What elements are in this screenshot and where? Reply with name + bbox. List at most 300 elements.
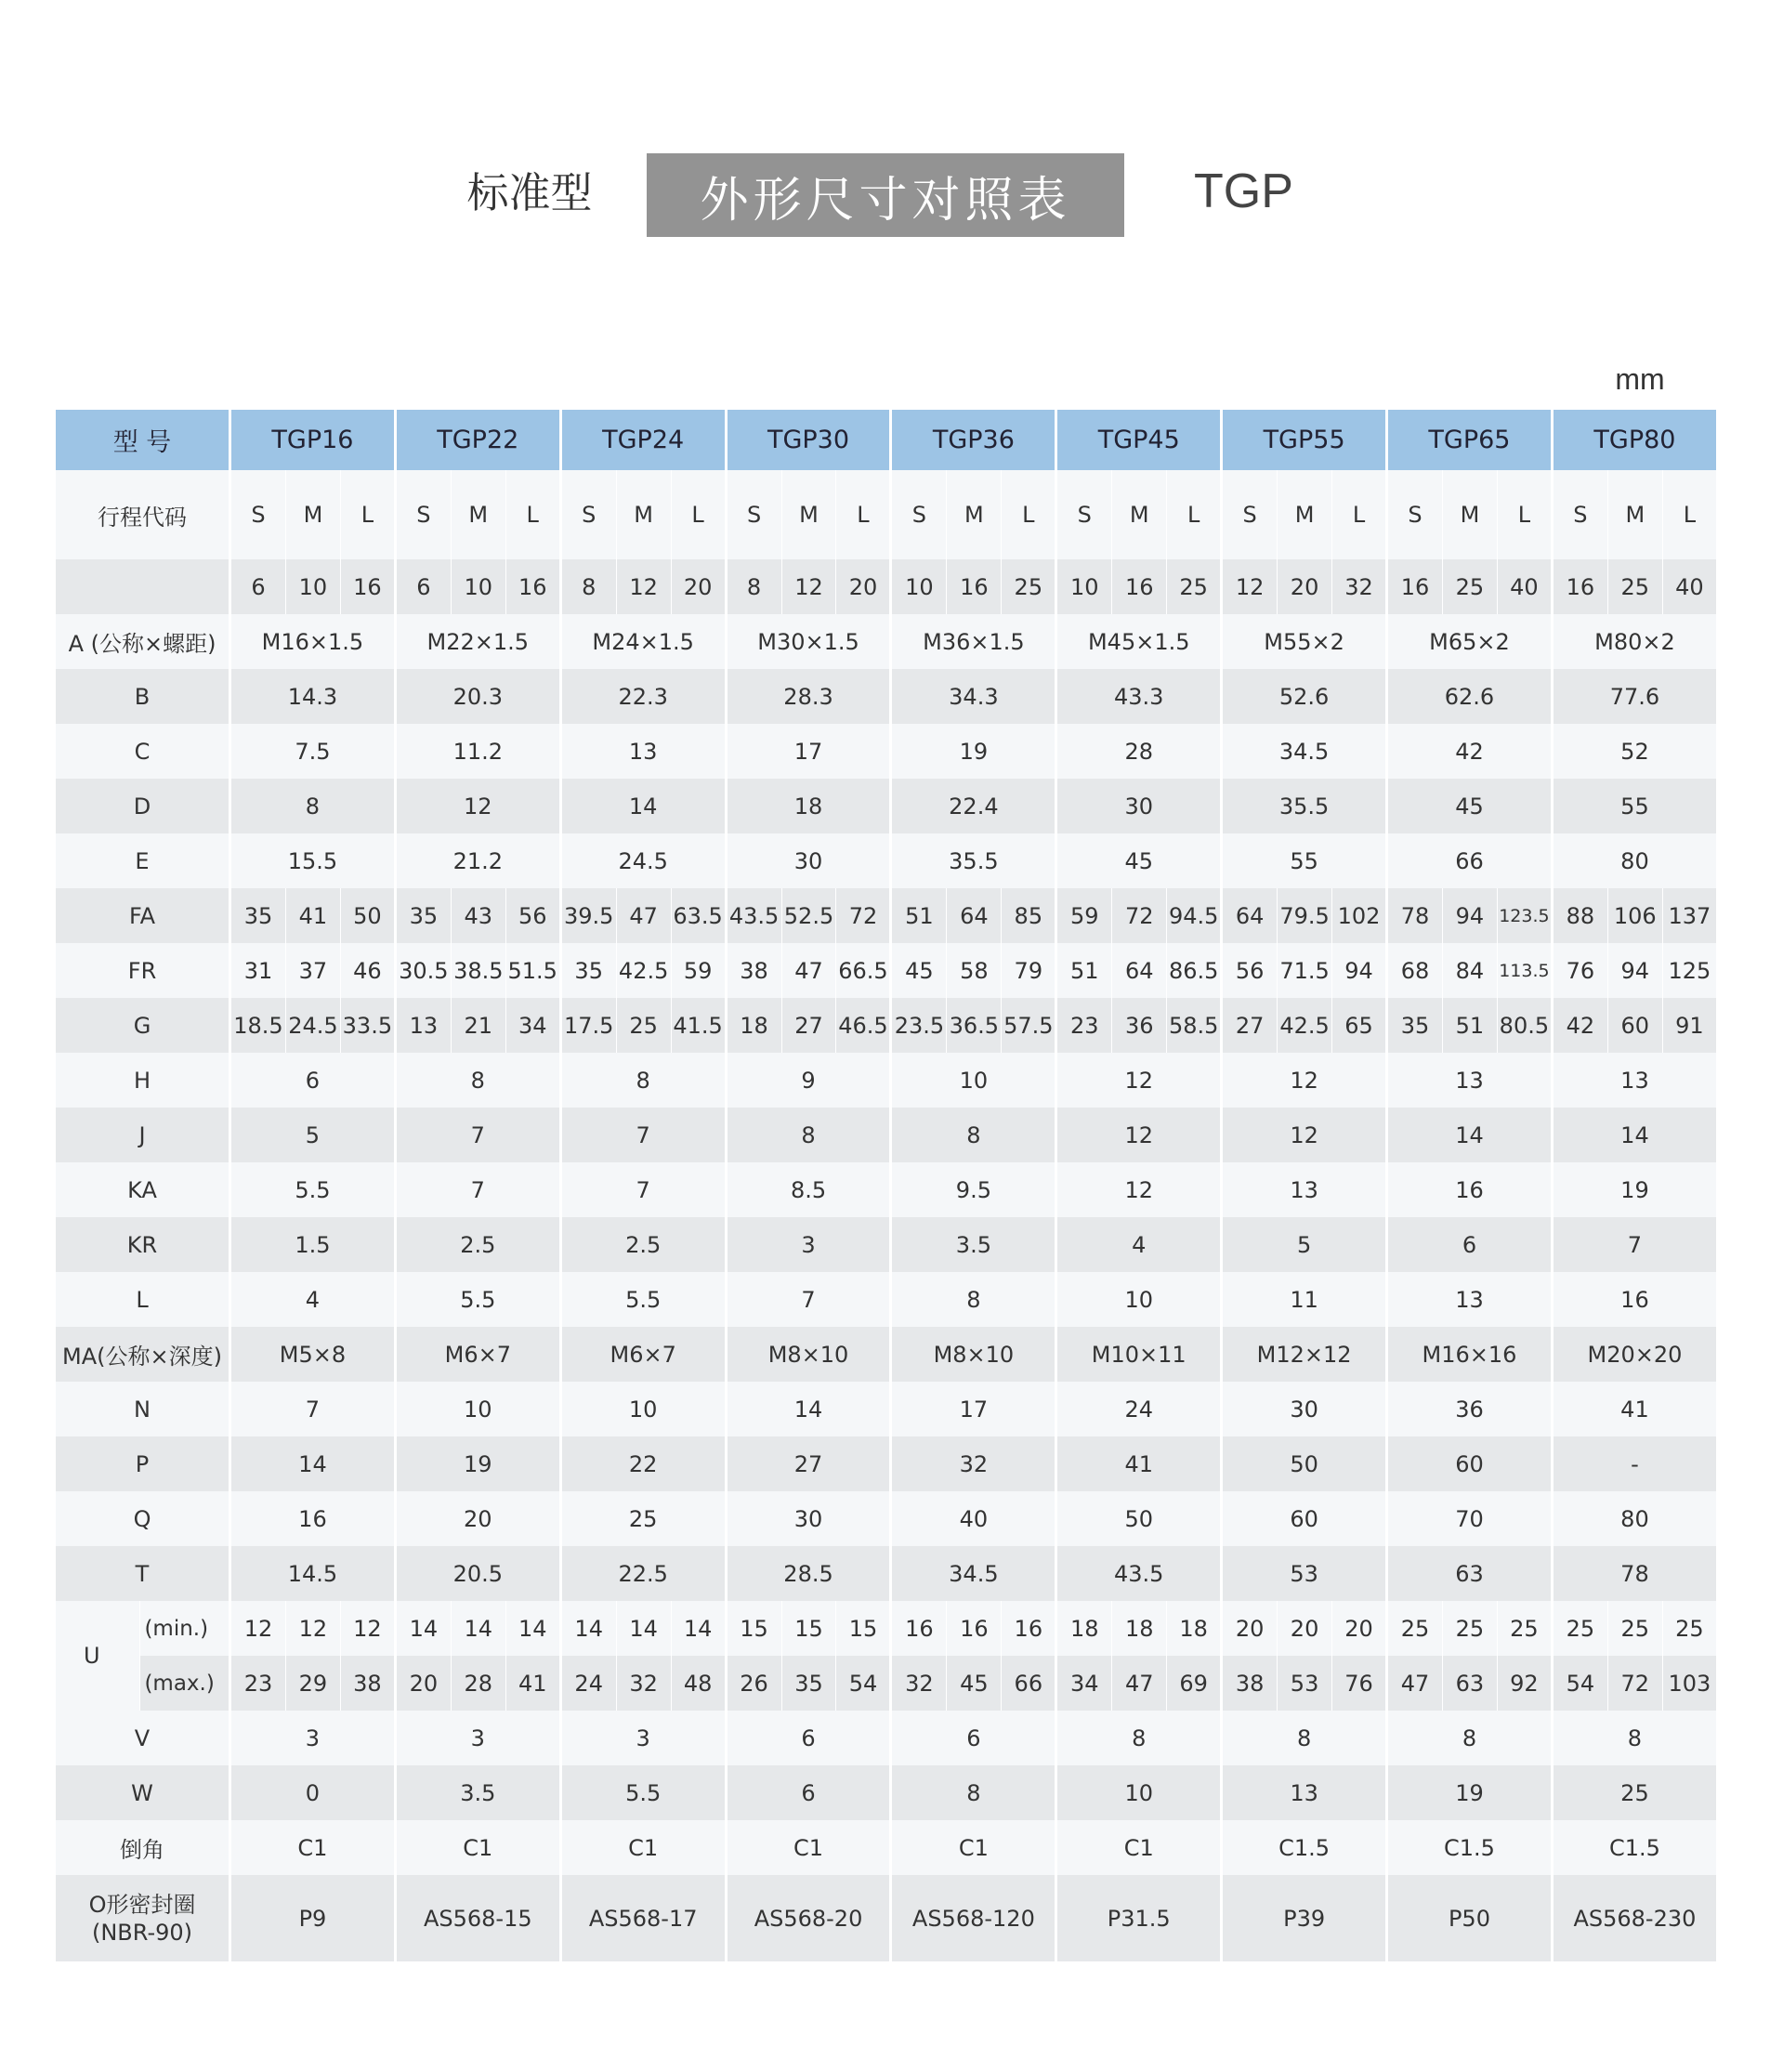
- table-cell: L: [836, 470, 892, 559]
- table-cell: 0: [231, 1765, 397, 1820]
- table-cell: 42.5: [617, 943, 672, 998]
- model-tgp30: TGP30: [728, 410, 893, 470]
- table-cell: 8: [1223, 1711, 1388, 1765]
- table-cell: M30×1.5: [728, 614, 893, 669]
- table-cell: 14: [672, 1601, 728, 1656]
- table-cell: 6: [728, 1765, 893, 1820]
- table-cell: 20: [1223, 1601, 1278, 1656]
- table-cell: 8: [728, 559, 782, 614]
- table-cell: 16: [1388, 1162, 1554, 1217]
- table-cell: 64: [947, 888, 1002, 943]
- row-label: W: [56, 1765, 231, 1820]
- table-cell: 8: [892, 1765, 1057, 1820]
- table-cell: 79: [1002, 943, 1057, 998]
- table-cell: 18: [728, 998, 782, 1053]
- table-cell: 23: [1057, 998, 1112, 1053]
- table-header-row: [56, 410, 1719, 470]
- row-sublabel: (max.): [140, 1656, 231, 1711]
- table-cell: 25: [1554, 1765, 1719, 1820]
- table-cell: 18: [1057, 1601, 1112, 1656]
- table-cell: 8: [1554, 1711, 1719, 1765]
- table-cell: 56: [1223, 943, 1278, 998]
- table-cell: 24.5: [286, 998, 341, 1053]
- table-cell: 23.5: [892, 998, 947, 1053]
- model-tgp36: TGP36: [892, 410, 1057, 470]
- table-cell: 12: [397, 779, 562, 833]
- table-cell: 16: [1388, 559, 1443, 614]
- table-row: [56, 614, 1719, 669]
- table-cell: 86.5: [1167, 943, 1223, 998]
- table-cell: 60: [1223, 1491, 1388, 1546]
- table-cell: AS568-120: [892, 1875, 1057, 1961]
- table-cell: 8: [1057, 1711, 1223, 1765]
- model-tgp22: TGP22: [397, 410, 562, 470]
- table-cell: 23: [231, 1656, 286, 1711]
- table-cell: 47: [1112, 1656, 1167, 1711]
- model-tgp45: TGP45: [1057, 410, 1223, 470]
- table-cell: 7: [231, 1382, 397, 1436]
- table-cell: 58.5: [1167, 998, 1223, 1053]
- table-cell: 12: [1223, 559, 1278, 614]
- table-cell: 13: [1388, 1272, 1554, 1327]
- table-cell: 94.5: [1167, 888, 1223, 943]
- table-cell: 8: [397, 1053, 562, 1108]
- row-label: J: [56, 1108, 231, 1162]
- table-cell: 102: [1332, 888, 1388, 943]
- table-cell: AS568-15: [397, 1875, 562, 1961]
- table-cell: 8: [562, 1053, 728, 1108]
- table-cell: AS568-17: [562, 1875, 728, 1961]
- table-cell: 3: [728, 1217, 893, 1272]
- table-cell: 16: [1554, 1272, 1719, 1327]
- table-cell: 51.5: [506, 943, 562, 998]
- table-cell: M65×2: [1388, 614, 1554, 669]
- table-cell: 91: [1663, 998, 1719, 1053]
- table-cell: 31: [231, 943, 286, 998]
- table-cell: P9: [231, 1875, 397, 1961]
- table-cell: 54: [836, 1656, 892, 1711]
- table-cell: 125: [1663, 943, 1719, 998]
- table-cell: 6: [231, 559, 286, 614]
- table-cell: 22.4: [892, 779, 1057, 833]
- table-cell: 8: [1388, 1711, 1554, 1765]
- table-cell: 12: [1057, 1108, 1223, 1162]
- row-label: C: [56, 724, 231, 779]
- table-cell: M5×8: [231, 1327, 397, 1382]
- table-cell: 42: [1554, 998, 1608, 1053]
- row-label: 行程代码: [56, 470, 231, 559]
- table-cell: M: [1443, 470, 1498, 559]
- table-cell: 60: [1388, 1436, 1554, 1491]
- table-cell: 36: [1388, 1382, 1554, 1436]
- table-cell: 63: [1443, 1656, 1498, 1711]
- row-label: P: [56, 1436, 231, 1491]
- unit-label: mm: [1615, 362, 1665, 396]
- table-cell: 15: [836, 1601, 892, 1656]
- table-cell: L: [1167, 470, 1223, 559]
- table-cell: 14.3: [231, 669, 397, 724]
- table-cell: 13: [1223, 1765, 1388, 1820]
- table-cell: 55: [1554, 779, 1719, 833]
- table-row: [56, 1875, 1719, 1961]
- table-cell: 8: [892, 1272, 1057, 1327]
- table-cell: 3: [397, 1711, 562, 1765]
- row-label: V: [56, 1711, 231, 1765]
- table-row: [56, 1382, 1719, 1436]
- table-cell: 10: [562, 1382, 728, 1436]
- table-cell: 38: [1223, 1656, 1278, 1711]
- table-cell: 22: [562, 1436, 728, 1491]
- table-cell: C1: [562, 1820, 728, 1875]
- table-cell: 64: [1223, 888, 1278, 943]
- table-cell: 72: [1608, 1656, 1663, 1711]
- table-cell: 14.5: [231, 1546, 397, 1601]
- table-cell: 38.5: [452, 943, 506, 998]
- table-cell: 17: [892, 1382, 1057, 1436]
- table-cell: 20: [1278, 559, 1332, 614]
- table-cell: 36.5: [947, 998, 1002, 1053]
- table-cell: M16×1.5: [231, 614, 397, 669]
- table-cell: 4: [231, 1272, 397, 1327]
- table-cell: 92: [1498, 1656, 1554, 1711]
- table-cell: S: [397, 470, 452, 559]
- table-cell: 12: [1057, 1053, 1223, 1108]
- table-cell: 51: [892, 888, 947, 943]
- table-cell: 52.6: [1223, 669, 1388, 724]
- table-cell: 7: [397, 1108, 562, 1162]
- table-cell: M80×2: [1554, 614, 1719, 669]
- table-cell: 6: [231, 1053, 397, 1108]
- table-cell: 25: [1388, 1601, 1443, 1656]
- table-cell: 47: [1388, 1656, 1443, 1711]
- table-cell: C1: [1057, 1820, 1223, 1875]
- table-cell: 52: [1554, 724, 1719, 779]
- table-cell: 18: [728, 779, 893, 833]
- table-cell: S: [1057, 470, 1112, 559]
- table-row: [56, 669, 1719, 724]
- table-cell: 8: [562, 559, 617, 614]
- table-cell: 14: [1554, 1108, 1719, 1162]
- table-cell: M8×10: [728, 1327, 893, 1382]
- table-cell: S: [1223, 470, 1278, 559]
- row-label: E: [56, 833, 231, 888]
- page-title: 外形尺寸对照表: [647, 153, 1124, 237]
- table-cell: 80.5: [1498, 998, 1554, 1053]
- table-cell: 16: [341, 559, 397, 614]
- table-cell: S: [728, 470, 782, 559]
- standard-type-label: 标准型: [466, 168, 593, 217]
- table-cell: 13: [562, 724, 728, 779]
- table-cell: M36×1.5: [892, 614, 1057, 669]
- table-cell: 48: [672, 1656, 728, 1711]
- table-cell: 13: [1223, 1162, 1388, 1217]
- table-cell: 9.5: [892, 1162, 1057, 1217]
- row-label: U: [56, 1601, 140, 1711]
- table-cell: 25: [1498, 1601, 1554, 1656]
- table-cell: 47: [782, 943, 837, 998]
- table-cell: 15: [782, 1601, 837, 1656]
- row-label: D: [56, 779, 231, 833]
- table-cell: 24: [1057, 1382, 1223, 1436]
- table-cell: 19: [1554, 1162, 1719, 1217]
- table-cell: M12×12: [1223, 1327, 1388, 1382]
- table-cell: M: [286, 470, 341, 559]
- table-cell: 8: [892, 1108, 1057, 1162]
- table-row: [56, 470, 1719, 559]
- model-tgp80: TGP80: [1554, 410, 1719, 470]
- table-cell: 78: [1388, 888, 1443, 943]
- table-cell: 39.5: [562, 888, 617, 943]
- table-cell: 14: [397, 1601, 452, 1656]
- row-label: T: [56, 1546, 231, 1601]
- table-cell: C1: [728, 1820, 893, 1875]
- table-cell: 69: [1167, 1656, 1223, 1711]
- table-cell: 59: [1057, 888, 1112, 943]
- seal-label-line2: (NBR-90): [91, 1919, 193, 1946]
- table-cell: L: [1498, 470, 1554, 559]
- table-cell: 56: [506, 888, 562, 943]
- table-cell: M6×7: [397, 1327, 562, 1382]
- table-cell: 14: [562, 779, 728, 833]
- table-row: [56, 1217, 1719, 1272]
- table-cell: 25: [617, 998, 672, 1053]
- table-cell: 18.5: [231, 998, 286, 1053]
- table-cell: L: [1332, 470, 1388, 559]
- table-cell: 66: [1002, 1656, 1057, 1711]
- table-cell: 34: [506, 998, 562, 1053]
- model-header: 型 号: [56, 410, 231, 470]
- table-cell: 22.3: [562, 669, 728, 724]
- table-cell: 66: [1388, 833, 1554, 888]
- table-cell: 35.5: [1223, 779, 1388, 833]
- table-row: [56, 779, 1719, 833]
- table-cell: 85: [1002, 888, 1057, 943]
- table-cell: 28: [452, 1656, 506, 1711]
- table-cell: 30: [1223, 1382, 1388, 1436]
- table-cell: 11.2: [397, 724, 562, 779]
- table-cell: 46: [341, 943, 397, 998]
- table-cell: M24×1.5: [562, 614, 728, 669]
- table-cell: C1: [892, 1820, 1057, 1875]
- table-cell: 10: [892, 1053, 1057, 1108]
- table-cell: 51: [1443, 998, 1498, 1053]
- table-cell: 7: [728, 1272, 893, 1327]
- table-cell: 16: [947, 1601, 1002, 1656]
- table-cell: 53: [1223, 1546, 1388, 1601]
- row-label: G: [56, 998, 231, 1053]
- table-cell: 20: [1332, 1601, 1388, 1656]
- table-cell: 20.3: [397, 669, 562, 724]
- table-cell: 5.5: [562, 1272, 728, 1327]
- table-cell: 50: [341, 888, 397, 943]
- table-row: [56, 1162, 1719, 1217]
- table-cell: 65: [1332, 998, 1388, 1053]
- table-cell: AS568-20: [728, 1875, 893, 1961]
- table-cell: 20: [397, 1491, 562, 1546]
- row-label: Q: [56, 1491, 231, 1546]
- table-cell: 5.5: [562, 1765, 728, 1820]
- table-cell: 38: [341, 1656, 397, 1711]
- table-cell: 62.6: [1388, 669, 1554, 724]
- table-cell: 42.5: [1278, 998, 1332, 1053]
- table-cell: M8×10: [892, 1327, 1057, 1382]
- table-cell: 50: [1223, 1436, 1388, 1491]
- table-cell: 18: [1167, 1601, 1223, 1656]
- table-cell: 32: [892, 1436, 1057, 1491]
- table-cell: 7: [562, 1108, 728, 1162]
- table-cell: P50: [1388, 1875, 1554, 1961]
- table-cell: 80: [1554, 833, 1719, 888]
- table-cell: 64: [1112, 943, 1167, 998]
- table-cell: 34.3: [892, 669, 1057, 724]
- table-row: [56, 833, 1719, 888]
- table-cell: 12: [286, 1601, 341, 1656]
- table-cell: 25: [562, 1491, 728, 1546]
- table-cell: 6: [728, 1711, 893, 1765]
- table-cell: M55×2: [1223, 614, 1388, 669]
- table-cell: -: [1554, 1436, 1719, 1491]
- table-cell: 34: [1057, 1656, 1112, 1711]
- table-cell: 12: [1223, 1108, 1388, 1162]
- table-cell: 13: [1388, 1053, 1554, 1108]
- row-label: [56, 559, 231, 614]
- table-cell: M: [1278, 470, 1332, 559]
- table-cell: 41: [286, 888, 341, 943]
- table-cell: 52.5: [782, 888, 837, 943]
- table-row: [56, 1601, 1719, 1656]
- row-label: KA: [56, 1162, 231, 1217]
- table-cell: M: [1112, 470, 1167, 559]
- seal-label-line1: O形密封圈: [88, 1891, 196, 1918]
- table-cell: L: [341, 470, 397, 559]
- row-label: FR: [56, 943, 231, 998]
- table-cell: 30: [728, 833, 893, 888]
- row-label: A (公称×螺距): [56, 614, 231, 669]
- table-cell: 113.5: [1498, 943, 1554, 998]
- table-cell: 37: [286, 943, 341, 998]
- table-cell: 41: [1554, 1382, 1719, 1436]
- table-cell: 8: [231, 779, 397, 833]
- series-label: TGP: [1194, 164, 1293, 218]
- table-cell: 57.5: [1002, 998, 1057, 1053]
- table-cell: 14: [1388, 1108, 1554, 1162]
- table-cell: 63.5: [672, 888, 728, 943]
- table-cell: 12: [617, 559, 672, 614]
- table-cell: 25: [1554, 1601, 1608, 1656]
- table-cell: 25: [1443, 1601, 1498, 1656]
- table-cell: 38: [728, 943, 782, 998]
- table-cell: 60: [1608, 998, 1663, 1053]
- table-cell: 10: [397, 1382, 562, 1436]
- table-cell: 17.5: [562, 998, 617, 1053]
- table-cell: 5.5: [231, 1162, 397, 1217]
- table-cell: 24: [562, 1656, 617, 1711]
- table-cell: 45: [947, 1656, 1002, 1711]
- table-cell: 47: [617, 888, 672, 943]
- table-cell: 34.5: [892, 1546, 1057, 1601]
- table-cell: 11: [1223, 1272, 1388, 1327]
- table-cell: 103: [1663, 1656, 1719, 1711]
- table-cell: 84: [1443, 943, 1498, 998]
- table-cell: 4: [1057, 1217, 1223, 1272]
- table-row: [56, 888, 1719, 943]
- table-cell: 29: [286, 1656, 341, 1711]
- table-row: [56, 1327, 1719, 1382]
- table-row: [56, 1436, 1719, 1491]
- row-label: 倒角: [56, 1820, 231, 1875]
- table-cell: M45×1.5: [1057, 614, 1223, 669]
- table-cell: M10×11: [1057, 1327, 1223, 1382]
- table-cell: 21.2: [397, 833, 562, 888]
- table-cell: 41: [1057, 1436, 1223, 1491]
- table-cell: 5: [231, 1108, 397, 1162]
- table-cell: 22.5: [562, 1546, 728, 1601]
- table-cell: 28: [1057, 724, 1223, 779]
- table-cell: 106: [1608, 888, 1663, 943]
- table-cell: C1.5: [1554, 1820, 1719, 1875]
- table-cell: 30: [728, 1491, 893, 1546]
- table-cell: 94: [1443, 888, 1498, 943]
- row-label: N: [56, 1382, 231, 1436]
- table-cell: M16×16: [1388, 1327, 1554, 1382]
- table-cell: 40: [1663, 559, 1719, 614]
- table-cell: 14: [617, 1601, 672, 1656]
- table-cell: 20: [1278, 1601, 1332, 1656]
- table-cell: 7.5: [231, 724, 397, 779]
- table-cell: 25: [1167, 559, 1223, 614]
- table-cell: M6×7: [562, 1327, 728, 1382]
- table-cell: 16: [231, 1491, 397, 1546]
- table-cell: 46.5: [836, 998, 892, 1053]
- row-label: [56, 1875, 231, 1961]
- table-row: [56, 1820, 1719, 1875]
- table-cell: 21: [452, 998, 506, 1053]
- table-cell: 28.5: [728, 1546, 893, 1601]
- table-cell: 58: [947, 943, 1002, 998]
- table-cell: 51: [1057, 943, 1112, 998]
- table-row: [56, 998, 1719, 1053]
- table-cell: 20: [836, 559, 892, 614]
- table-cell: 12: [341, 1601, 397, 1656]
- table-cell: 18: [1112, 1601, 1167, 1656]
- table-cell: 16: [506, 559, 562, 614]
- table-cell: 3: [562, 1711, 728, 1765]
- table-cell: 72: [1112, 888, 1167, 943]
- table-cell: 3.5: [397, 1765, 562, 1820]
- table-cell: 14: [728, 1382, 893, 1436]
- table-cell: 16: [1112, 559, 1167, 614]
- table-row: [56, 1546, 1719, 1601]
- table-cell: 33.5: [341, 998, 397, 1053]
- table-cell: 80: [1554, 1491, 1719, 1546]
- table-cell: C1.5: [1388, 1820, 1554, 1875]
- table-cell: 25: [1663, 1601, 1719, 1656]
- table-cell: M22×1.5: [397, 614, 562, 669]
- table-cell: 12: [1057, 1162, 1223, 1217]
- table-cell: 7: [562, 1162, 728, 1217]
- table-cell: 1.5: [231, 1217, 397, 1272]
- table-cell: M: [617, 470, 672, 559]
- table-row: [56, 559, 1719, 614]
- table-cell: 19: [397, 1436, 562, 1491]
- table-cell: 32: [892, 1656, 947, 1711]
- table-cell: 15.5: [231, 833, 397, 888]
- table-cell: 5.5: [397, 1272, 562, 1327]
- table-cell: 88: [1554, 888, 1608, 943]
- table-cell: 123.5: [1498, 888, 1554, 943]
- table-row: [56, 1108, 1719, 1162]
- table-cell: M: [782, 470, 837, 559]
